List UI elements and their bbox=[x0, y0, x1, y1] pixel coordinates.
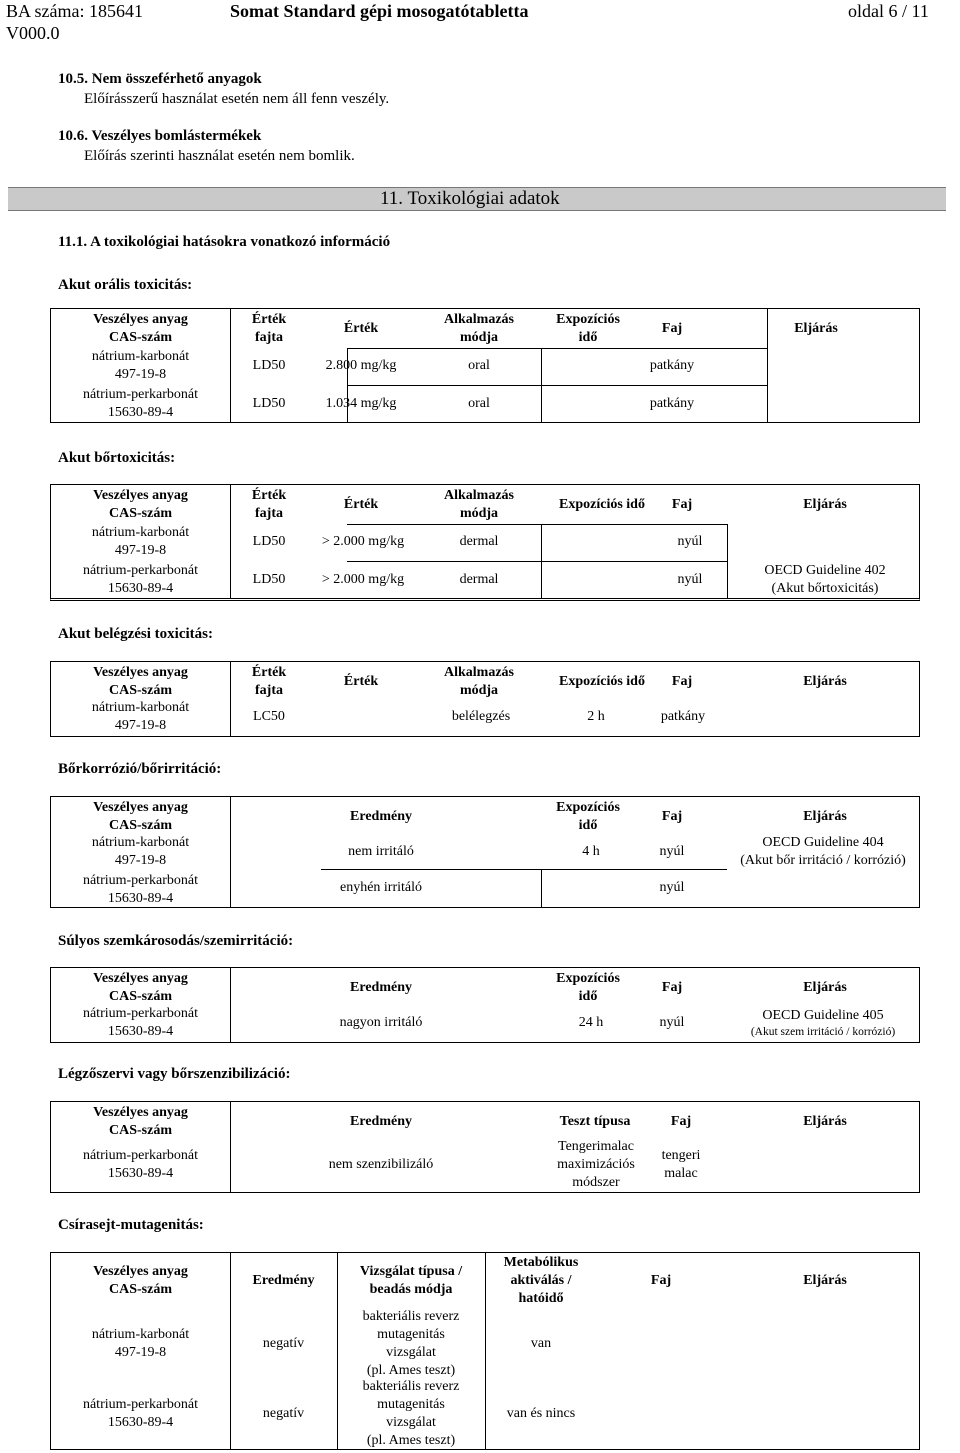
col-method: Eljárás bbox=[794, 321, 838, 336]
value: > 2.000 mg/kg bbox=[321, 572, 405, 587]
value-type: LD50 bbox=[252, 358, 286, 373]
method: OECD Guideline 404 (Akut bőr irritáció / korrózió) bbox=[740, 835, 906, 868]
col-exposure: Expozíciós idő bbox=[556, 800, 620, 833]
substance-name: nátrium-perkarbonát 15630-89-4 bbox=[82, 1006, 199, 1039]
test-type: Tengerimalac maximizációs módszer bbox=[557, 1139, 635, 1190]
col-result: Eredmény bbox=[350, 1114, 412, 1129]
oral-table bbox=[50, 308, 920, 423]
substance-name: nátrium-karbonát 497-19-8 bbox=[91, 835, 190, 868]
col-exposure: Expozíciós idő bbox=[559, 674, 645, 689]
route: oral bbox=[468, 396, 490, 411]
section-10-5-text: Előírásszerű használat esetén nem áll fenn veszély. bbox=[84, 91, 390, 107]
col-substance: Veszélyes anyag CAS-szám bbox=[93, 665, 188, 698]
result: enyhén irritáló bbox=[339, 880, 423, 895]
species: nyúl bbox=[677, 572, 703, 587]
dermal-table bbox=[50, 484, 920, 601]
route: dermal bbox=[459, 534, 499, 549]
col-exposure: Expozíciós idő bbox=[556, 312, 620, 345]
species: tengeri malac bbox=[661, 1148, 701, 1181]
species: nyúl bbox=[659, 1015, 685, 1030]
skin-table bbox=[50, 796, 920, 908]
col-result: Eredmény bbox=[350, 809, 412, 824]
substance-name: nátrium-perkarbonát 15630-89-4 bbox=[82, 387, 199, 420]
route: belélegzés bbox=[451, 709, 511, 724]
substance-name: nátrium-karbonát 497-19-8 bbox=[91, 1327, 190, 1360]
document-title: Somat Standard gépi mosogatótabletta bbox=[230, 1, 529, 21]
col-species: Faj bbox=[670, 1114, 692, 1129]
col-metabolic-activation: Metabólikus aktiválás / hatóidő bbox=[503, 1255, 579, 1306]
exposure: 4 h bbox=[582, 844, 600, 859]
exposure: 2 h bbox=[587, 709, 605, 724]
page-number: oldal 6 / 11 bbox=[848, 1, 929, 21]
metabolic-activation: van és nincs bbox=[506, 1406, 576, 1421]
section-10-6-title: 10.6. Veszélyes bomlástermékek bbox=[58, 128, 262, 144]
substance-name: nátrium-perkarbonát 15630-89-4 bbox=[82, 1397, 199, 1430]
substance-name: nátrium-karbonát 497-19-8 bbox=[91, 525, 190, 558]
ba-number: BA száma: 185641 bbox=[6, 1, 143, 21]
col-substance: Veszélyes anyag CAS-szám bbox=[93, 488, 188, 521]
species: patkány bbox=[660, 709, 706, 724]
col-substance: Veszélyes anyag CAS-szám bbox=[93, 1105, 188, 1138]
col-result: Eredmény bbox=[350, 980, 412, 995]
substance-name: nátrium-karbonát 497-19-8 bbox=[91, 349, 190, 382]
substance-name: nátrium-perkarbonát 15630-89-4 bbox=[82, 873, 199, 906]
species: patkány bbox=[649, 358, 695, 373]
col-species: Faj bbox=[661, 980, 683, 995]
section-10-5-title: 10.5. Nem összeférhető anyagok bbox=[58, 71, 262, 87]
col-species: Faj bbox=[661, 809, 683, 824]
col-value: Érték bbox=[343, 497, 379, 512]
study-type: bakteriális reverz mutagenitás vizsgálat (pl. Ames teszt) bbox=[362, 1309, 460, 1378]
result: nem irritáló bbox=[348, 844, 414, 859]
col-method: Eljárás bbox=[803, 1273, 847, 1288]
col-substance: Veszélyes anyag CAS-szám bbox=[93, 1264, 188, 1297]
metabolic-activation: van bbox=[530, 1336, 552, 1351]
col-route: Alkalmazás módja bbox=[444, 665, 514, 698]
result: negatív bbox=[262, 1336, 305, 1351]
exposure: 24 h bbox=[578, 1015, 604, 1030]
section-10-6-text: Előírás szerinti használat esetén nem bomlik. bbox=[84, 148, 355, 164]
value-type: LC50 bbox=[253, 709, 285, 724]
col-method: Eljárás bbox=[803, 497, 847, 512]
value-type: LD50 bbox=[252, 534, 286, 549]
col-exposure: Expozíciós idő bbox=[559, 497, 645, 512]
col-value: Érték bbox=[343, 321, 379, 336]
col-test-type: Teszt típusa bbox=[559, 1114, 631, 1129]
col-substance: Veszélyes anyag CAS-szám bbox=[93, 971, 188, 1004]
oral-title: Akut orális toxicitás: bbox=[58, 277, 193, 293]
section-11-1-title: 11.1. A toxikológiai hatásokra vonatkozó információ bbox=[58, 234, 391, 250]
species: nyúl bbox=[659, 880, 685, 895]
substance-name: nátrium-karbonát 497-19-8 bbox=[91, 700, 190, 733]
col-method: Eljárás bbox=[803, 980, 847, 995]
col-value-type: Érték fajta bbox=[251, 488, 287, 521]
route: dermal bbox=[459, 572, 499, 587]
eye-table bbox=[50, 967, 920, 1043]
species: nyúl bbox=[677, 534, 703, 549]
col-substance: Veszélyes anyag CAS-szám bbox=[93, 312, 188, 345]
dermal-title: Akut bőrtoxicitás: bbox=[58, 450, 176, 466]
method: OECD Guideline 402 (Akut bőrtoxicitás) bbox=[764, 563, 886, 596]
col-result: Eredmény bbox=[252, 1273, 315, 1288]
col-route: Alkalmazás módja bbox=[444, 312, 514, 345]
col-substance: Veszélyes anyag CAS-szám bbox=[93, 800, 188, 833]
value-type: LD50 bbox=[252, 572, 286, 587]
route: oral bbox=[468, 358, 490, 373]
col-species: Faj bbox=[650, 1273, 672, 1288]
muta-table bbox=[50, 1252, 920, 1450]
result: nem szenzibilizáló bbox=[328, 1157, 434, 1172]
version: V000.0 bbox=[6, 23, 60, 43]
substance-name: nátrium-perkarbonát 15630-89-4 bbox=[82, 1148, 199, 1181]
sens-table bbox=[50, 1101, 920, 1193]
eye-title: Súlyos szemkárosodás/szemirritáció: bbox=[58, 933, 294, 949]
col-species: Faj bbox=[671, 497, 693, 512]
inhal-table bbox=[50, 661, 920, 737]
col-method: Eljárás bbox=[803, 674, 847, 689]
col-species: Faj bbox=[661, 321, 683, 336]
value: 1.034 mg/kg bbox=[325, 396, 397, 411]
species: nyúl bbox=[659, 844, 685, 859]
col-exposure: Expozíciós idő bbox=[556, 971, 620, 1004]
skin-title: Bőrkorrózió/bőrirritáció: bbox=[58, 761, 222, 777]
result: negatív bbox=[262, 1406, 305, 1421]
muta-title: Csírasejt-mutagenitás: bbox=[58, 1217, 204, 1233]
col-value-type: Érték fajta bbox=[251, 665, 287, 698]
col-value: Érték bbox=[343, 674, 379, 689]
sens-title: Légzőszervi vagy bőrszenzibilizáció: bbox=[58, 1066, 291, 1082]
study-type: bakteriális reverz mutagenitás vizsgálat (pl. Ames teszt) bbox=[362, 1379, 460, 1448]
species: patkány bbox=[649, 396, 695, 411]
col-study-type: Vizsgálat típusa / beadás módja bbox=[359, 1264, 463, 1297]
col-route: Alkalmazás módja bbox=[444, 488, 514, 521]
value-type: LD50 bbox=[252, 396, 286, 411]
col-method: Eljárás bbox=[803, 809, 847, 824]
value: > 2.000 mg/kg bbox=[321, 534, 405, 549]
section-11-title: 11. Toxikológiai adatok bbox=[380, 188, 560, 209]
col-species: Faj bbox=[671, 674, 693, 689]
value: 2.800 mg/kg bbox=[325, 358, 397, 373]
col-value-type: Érték fajta bbox=[251, 312, 287, 345]
method: OECD Guideline 405 (Akut szem irritáció / korrózió) bbox=[750, 1007, 896, 1038]
col-method: Eljárás bbox=[803, 1114, 847, 1129]
inhal-title: Akut belégzési toxicitás: bbox=[58, 626, 213, 642]
result: nagyon irritáló bbox=[339, 1015, 423, 1030]
substance-name: nátrium-perkarbonát 15630-89-4 bbox=[82, 563, 199, 596]
